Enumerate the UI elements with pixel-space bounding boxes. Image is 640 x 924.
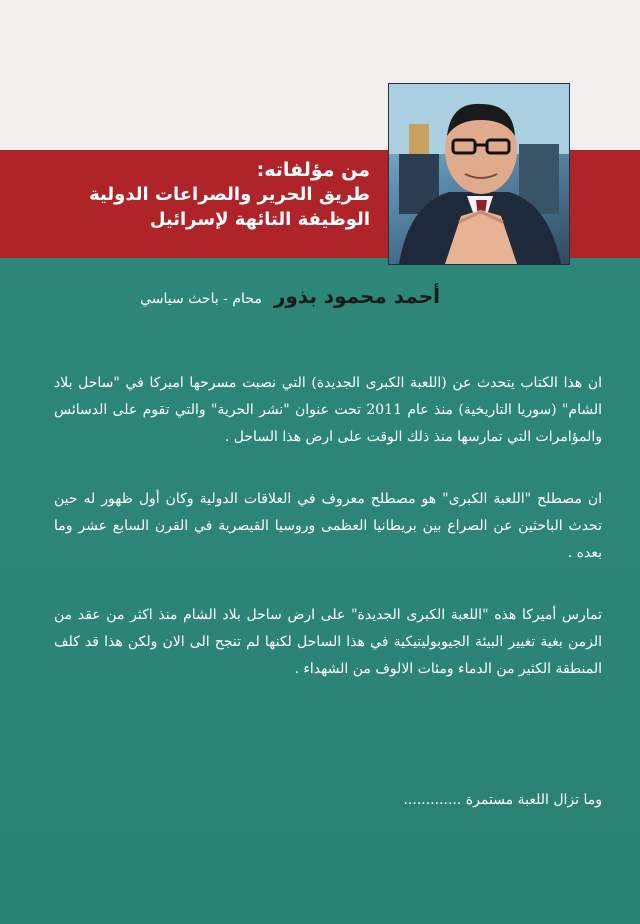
paragraph-1: ان هذا الكتاب يتحدث عن (اللعبة الكبرى الجديدة) التي نصبت مسرحها اميركا في "ساحل بلاد الشام" (سوريا التاريخية) منذ عام 2011 تحت عنوان "نشر الحرية" والتي تقوم على الدسائس والمؤامرات التي تمارسها منذ ذلك الوقت على ارض هذا الساحل .	[54, 375, 602, 445]
closing-line: وما تزال اللعبة مستمرة .............	[403, 792, 602, 808]
author-name: أحمد محمود بذور	[273, 284, 440, 308]
work-title-1: طريق الحرير والصراعات الدولية	[89, 184, 370, 205]
paragraph-2: ان مصطلح "اللعبة الكبرى" هو مصطلح معروف في العلاقات الدولية وكان أول ظهور له حين تحدث الباحثين عن الصراع بين بريطانيا العظمى وروسيا القيصرية في القرن السابع عشر وما بعده .	[54, 491, 602, 561]
paragraph-3: تمارس أميركا هذه "اللعبة الكبرى الجديدة" على ارض ساحل بلاد الشام منذ اكثر من عقد من الزمن بغية تغيير البيئة الجيوبوليتيكية في هذا الساحل لكنها لم تنجح الى الان ولكن هذا قد كلف المنطقة الكثير من الدماء ومئات الالوف من الشهداء .	[54, 607, 602, 677]
works-heading: من مؤلفاته:	[256, 159, 370, 181]
work-title-2: الوظيفة التائهة لإسرائيل	[149, 209, 370, 230]
author-line	[140, 284, 440, 308]
author-photo	[388, 83, 570, 265]
author-title: محام - باحث سياسي	[140, 291, 262, 307]
other-works-block	[70, 158, 370, 232]
blurb-text	[54, 370, 602, 718]
